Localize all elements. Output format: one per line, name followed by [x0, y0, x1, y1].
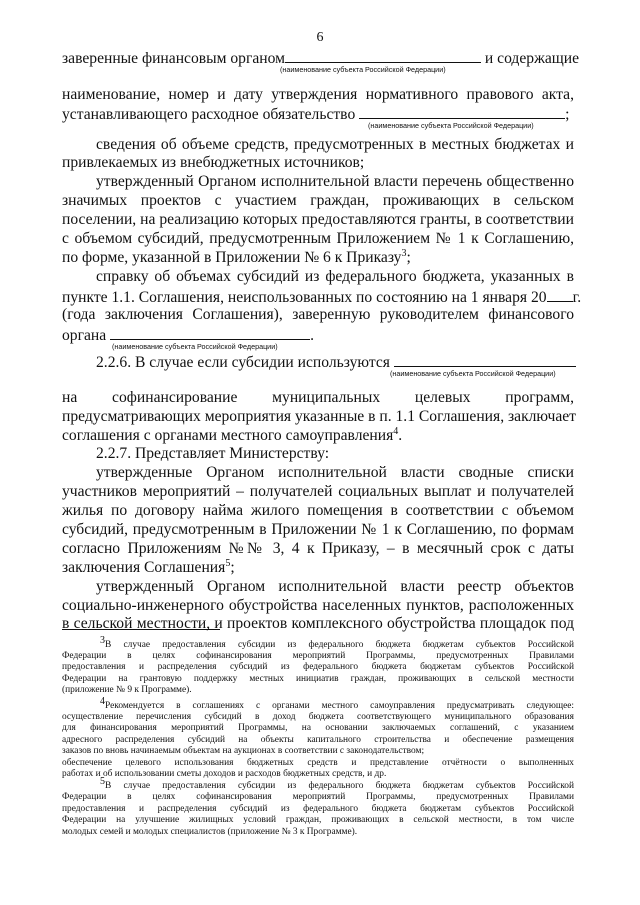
blank-caption: (наименование субъекта Российской Федерации) [390, 369, 556, 378]
footnote-line: осуществление перечисления субсидий в доход бюджета соответствующего муниципального образования [62, 712, 574, 722]
body-line-18: соглашения с органами местного самоуправления$^4$. [62, 425, 403, 444]
footnote-line: Федерации в целях софинансирования мероприятий Программы, предусмотренных Правилами [62, 651, 574, 661]
body-line-19: 2.2.7. Представляет Министерству: [96, 445, 330, 462]
body-line-13: (года заключения Соглашения), заверенную руководителем финансового [62, 306, 574, 323]
body-line-7: значимых проектов с участием граждан, проживающих в сельском [62, 192, 574, 209]
body-line-16: на софинансирование муниципальных целевых программ, [62, 389, 574, 406]
footnote-3-line-1: 3В случае предоставления субсидии из федерального бюджета бюджетам субъектов Российской [100, 634, 574, 650]
footnote-line: предоставления и распределения субсидий из федерального бюджета бюджетам субъектов Российской [62, 804, 574, 814]
body-line-14: органа . [62, 327, 314, 344]
body-line-10: по форме, указанной в Приложении № 6 к Приказу$^3$; [62, 247, 411, 266]
footnote-line: обеспечение целевого использования бюджетных средств и представление отчётности о выполненных [62, 758, 574, 768]
body-line-21: участников мероприятий – получателей социальных выплат и получателей [62, 483, 574, 500]
body-line-6: утвержденный Органом исполнительной власти перечень общественно [96, 173, 574, 190]
footnote-line: работах и об использовании сметы доходов и расходов бюджетных средств, и др. [62, 769, 387, 779]
body-line-5: привлекаемых из внебюджетных источников; [62, 154, 365, 171]
footnote-line: Федерации на грантовую поддержку местных инициатив граждан, проживающих в сельской местности [62, 674, 574, 684]
body-line-17: предусматривающих мероприятия указанные в п. 1.1 Соглашения, заключает [62, 408, 576, 425]
footnote-line: Федерации на улучшение жилищных условий граждан, проживающих в сельской местности, в том числе [62, 815, 574, 825]
blank-caption: (наименование субъекта Российской Федерации) [280, 65, 446, 74]
footnote-line: Федерации в целях софинансирования мероприятий Программы, предусмотренных Правилами [62, 792, 574, 802]
body-line-27: социально-инженерного обустройства населенных пунктов, расположенных [62, 597, 574, 614]
footnote-4-line-1: 4Рекомендуется в соглашениях с органами местного самоуправления предусматривать следующее: [100, 695, 574, 711]
body-line-1: заверенные финансовым органом и содержащие [62, 50, 580, 67]
footnote-line: (приложение № 9 к Программе). [62, 685, 192, 695]
blank-caption: (наименование субъекта Российской Федерации) [368, 121, 534, 130]
body-line-8: поселении, на реализацию которых предоставляются гранты, в соответствии [62, 211, 574, 228]
body-line-26: утвержденный Органом исполнительной власти реестр объектов [96, 578, 574, 595]
footnote-separator [62, 629, 220, 630]
footnote-line: адресного распределения субсидий на объекты капитального строительства и обеспечение размещения [62, 735, 574, 745]
body-line-23: субсидий, предусмотренным в Приложении № 1 к Соглашению, по формам [62, 521, 574, 538]
body-line-22: жилья по договору найма жилого помещения в соответствии с объемом [62, 502, 574, 519]
footnote-line: для финансирования мероприятий Программы, на основании заключаемых соглашений, с указанием [62, 723, 574, 733]
body-line-2: наименование, номер и дату утверждения нормативного правового акта, [62, 86, 574, 103]
body-line-15: 2.2.6. В случае если субсидии используются [96, 352, 574, 372]
page-number: 6 [316, 30, 324, 45]
body-line-4: сведения об объеме средств, предусмотренных в местных бюджетах и [96, 136, 574, 153]
footnote-5-line-1: 5В случае предоставления субсидии из федерального бюджета бюджетам субъектов Российской [100, 775, 574, 791]
footnote-line: молодых семей и молодых специалистов (приложение № 3 к Программе). [62, 827, 358, 837]
body-line-28: в сельской местности, и проектов комплексного обустройства площадок под [62, 615, 574, 632]
body-line-20: утвержденные Органом исполнительной власти сводные списки [96, 464, 574, 481]
blank-caption: (наименование субъекта Российской Федерации) [112, 342, 278, 351]
body-line-24: согласно Приложениям №№ 3, 4 к Приказу, – в месячный срок с даты [62, 540, 574, 557]
body-line-12: пункте 1.1. Соглашения, неиспользованных по состоянию на 1 января 20 г. [62, 289, 582, 306]
body-line-11: справку об объемах субсидий из федерального бюджета, указанных в [96, 268, 574, 285]
footnote-line: заказов по вновь начинаемым объектам на аукционах в соответствии с законодательством; [62, 746, 425, 756]
body-line-9: с объемом субсидий, предусмотренным Приложением № 1 к Соглашению, [62, 230, 574, 247]
body-line-3: устанавливающего расходное обязательство ; [62, 106, 570, 123]
body-line-25: заключения Соглашения$^5$; [62, 557, 235, 576]
footnote-line: предоставления и распределения субсидий из федерального бюджета бюджетам субъектов Российской [62, 662, 574, 672]
